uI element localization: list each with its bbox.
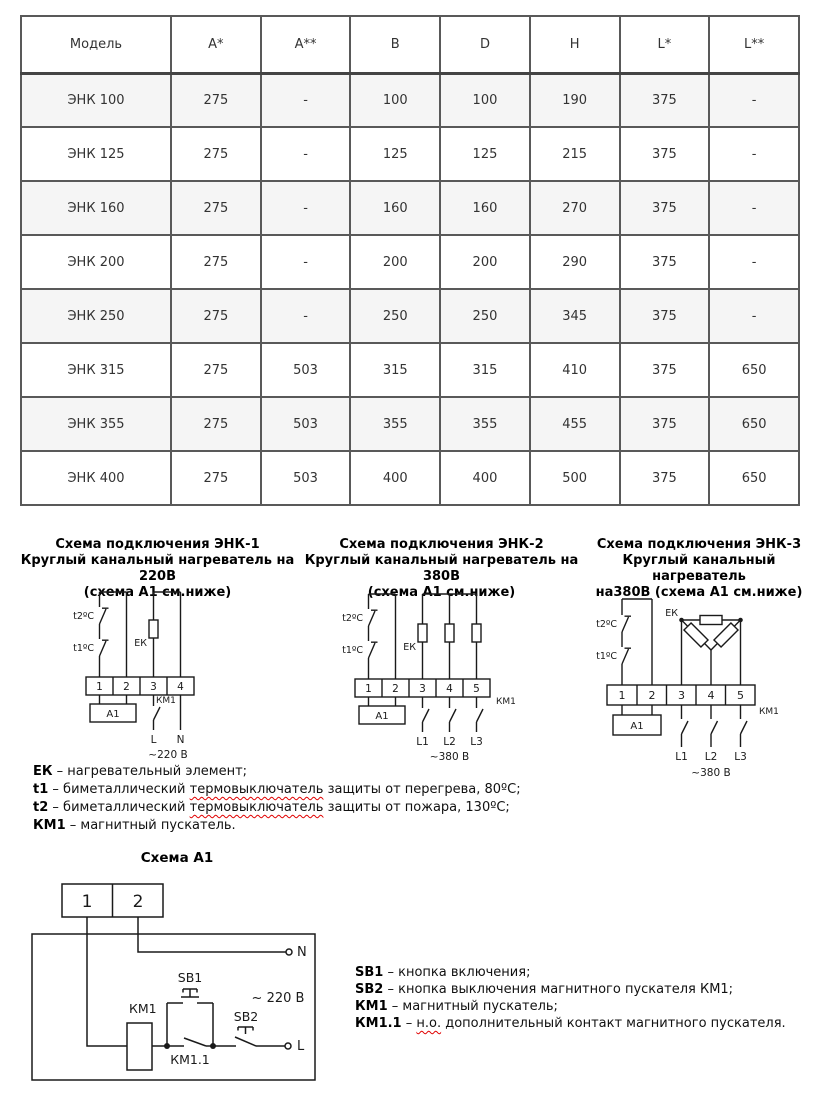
- legend-text: защиты от пожара, 130ºС;: [327, 800, 510, 815]
- legend-key: t2: [33, 800, 49, 815]
- terminal-1-label: 1: [96, 681, 103, 693]
- diagram-enk2-title-line1: Схема подключения ЭНК-2: [339, 537, 544, 552]
- sb1-label: SB1: [177, 970, 203, 985]
- table-cell: 345: [530, 289, 620, 343]
- table-header-row: [21, 16, 799, 73]
- legend-line-km1: [355, 998, 815, 1015]
- km1-label: КМ1: [759, 707, 779, 717]
- contactor-contact-icon: [477, 697, 484, 732]
- phase-l3-label: L3: [734, 751, 747, 763]
- legend-dash: –: [387, 982, 394, 997]
- terminal-2-label: 2: [392, 683, 399, 695]
- contactor-contact-icon: [450, 697, 457, 732]
- phase-l2-label: L2: [443, 736, 456, 748]
- table-cell: 275: [171, 343, 261, 397]
- col-header-a2: A**: [261, 16, 351, 73]
- table-row: [21, 73, 799, 127]
- terminal-4-label: 4: [177, 681, 184, 693]
- table-cell: -: [261, 235, 351, 289]
- table-cell: -: [709, 127, 799, 181]
- thermal-switch-t2-icon: [369, 610, 378, 626]
- sb2-label: SB2: [233, 1009, 259, 1024]
- table-row: [21, 397, 799, 451]
- legend-line-ek: [33, 763, 593, 781]
- neutral-n-label: N: [176, 734, 185, 746]
- phase-l-label: L: [297, 1039, 305, 1054]
- t2-label: t2ºC: [596, 619, 617, 630]
- thermal-switch-t2-icon: [100, 608, 109, 624]
- table-cell: 375: [620, 73, 710, 127]
- km1-coil-icon: [127, 1023, 152, 1070]
- thermal-switch-t1-icon: [100, 640, 109, 656]
- km1-label: КМ1: [129, 1001, 157, 1016]
- legend-misspelled-word: термовыключатель: [189, 800, 324, 815]
- contactor-contact-icon: [423, 697, 430, 732]
- table-cell: 375: [620, 397, 710, 451]
- wiring-diagram-enk3: [580, 592, 820, 797]
- table-cell: 270: [530, 181, 620, 235]
- legend-text: биметаллический: [63, 800, 186, 815]
- table-cell: 290: [530, 235, 620, 289]
- thermal-switch-t2-icon: [622, 616, 631, 632]
- table-cell: 160: [350, 181, 440, 235]
- table-cell: 215: [530, 127, 620, 181]
- legend-line-km1: [33, 817, 593, 835]
- table-cell: 200: [350, 235, 440, 289]
- legend-text: дополнительный контакт магнитного пускателя.: [445, 1016, 786, 1031]
- legend-line-sb1: [355, 964, 815, 981]
- legend-key: КМ1: [355, 999, 388, 1014]
- dimensions-table: [20, 15, 800, 506]
- ek-label: ЕК: [403, 642, 416, 653]
- km11-contact-icon: [184, 1038, 206, 1046]
- contactor-contact-icon: [682, 705, 689, 747]
- table-cell: 355: [350, 397, 440, 451]
- legend-dash: –: [56, 764, 64, 779]
- legend-key: КМ1: [33, 818, 66, 833]
- table-cell: 455: [530, 397, 620, 451]
- legend-dash: –: [405, 1016, 413, 1031]
- t1-label: t1ºC: [342, 645, 363, 656]
- legend-key: КМ1.1: [355, 1016, 402, 1031]
- terminal-3-label: 3: [150, 681, 157, 693]
- legend-dash: –: [52, 800, 59, 815]
- legend-dash: –: [69, 818, 77, 833]
- legend-text: защиты от перегрева, 80ºС;: [327, 782, 521, 797]
- legend-text: магнитный пускатель;: [402, 999, 558, 1014]
- table-cell: ЭНК 400: [21, 451, 171, 505]
- terminal-5-label: 5: [737, 689, 744, 702]
- sb1-button-icon: [181, 989, 199, 997]
- terminal-2-label: 2: [648, 689, 656, 702]
- terminal-2-label: 2: [123, 681, 130, 693]
- legend-line-km11: [355, 1015, 815, 1032]
- ek-label: ЕК: [665, 608, 678, 619]
- col-header-b: B: [350, 16, 440, 73]
- table-cell: 100: [440, 73, 530, 127]
- table-cell: -: [709, 73, 799, 127]
- table-cell: 650: [709, 397, 799, 451]
- terminal-2-label: 2: [132, 892, 144, 912]
- legend-dash: –: [391, 999, 399, 1014]
- l-terminal-icon: [285, 1043, 291, 1049]
- table-cell: 250: [350, 289, 440, 343]
- table-cell: -: [261, 289, 351, 343]
- col-header-d: D: [440, 16, 530, 73]
- legend-key: SB2: [355, 982, 384, 997]
- phase-l-label: L: [150, 734, 157, 746]
- table-cell: 400: [440, 451, 530, 505]
- schema-a1-legend: [355, 964, 815, 1032]
- table-cell: 275: [171, 235, 261, 289]
- a1-label: А1: [106, 709, 120, 720]
- km11-label: КМ1.1: [170, 1052, 210, 1067]
- table-cell: 100: [350, 73, 440, 127]
- terminal-4-label: 4: [446, 683, 453, 695]
- table-cell: 250: [440, 289, 530, 343]
- t2-label: t2ºC: [73, 611, 94, 622]
- legend-text: кнопка выключения магнитного пускателя КМ1;: [398, 982, 734, 997]
- table-cell: -: [709, 235, 799, 289]
- diagram-enk2-title-line3: (схема А1 см.ниже): [367, 585, 516, 600]
- table-cell: 500: [530, 451, 620, 505]
- table-cell: ЭНК 100: [21, 73, 171, 127]
- heater-resistor-icon: [684, 623, 708, 647]
- ek-label: ЕК: [134, 638, 147, 649]
- heater-resistor-icon: [472, 624, 481, 642]
- table-cell: ЭНК 355: [21, 397, 171, 451]
- voltage-label: ~220 В: [148, 749, 188, 761]
- table-cell: 650: [709, 451, 799, 505]
- heater-resistor-icon: [149, 620, 158, 638]
- table-cell: 355: [440, 397, 530, 451]
- a1-label: А1: [375, 711, 389, 722]
- table-row: [21, 181, 799, 235]
- legend-dash: –: [52, 782, 59, 797]
- table-cell: 275: [171, 73, 261, 127]
- table-cell: 375: [620, 127, 710, 181]
- terminal-5-label: 5: [473, 683, 480, 695]
- table-cell: 315: [350, 343, 440, 397]
- voltage-label: ~380 В: [691, 767, 731, 779]
- table-cell: ЭНК 315: [21, 343, 171, 397]
- legend-key: t1: [33, 782, 49, 797]
- table-cell: 275: [171, 397, 261, 451]
- table-cell: 503: [261, 397, 351, 451]
- table-cell: 375: [620, 343, 710, 397]
- legend-text: биметаллический: [63, 782, 186, 797]
- diagram-enk1-title-line3: (схема А1 см.ниже): [83, 585, 232, 600]
- table-row: [21, 127, 799, 181]
- voltage-label: ~380 В: [429, 751, 470, 763]
- terminal-4-label: 4: [707, 689, 715, 702]
- contactor-contact-icon: [711, 705, 718, 747]
- table-cell: -: [709, 181, 799, 235]
- phase-l2-label: L2: [704, 751, 718, 763]
- components-legend: [33, 763, 593, 835]
- legend-line-t2: [33, 799, 593, 817]
- km1-label: КМ1: [496, 697, 516, 707]
- heater-resistor-icon: [714, 623, 738, 647]
- table-cell: 375: [620, 451, 710, 505]
- t1-label: t1ºC: [596, 651, 617, 662]
- table-cell: 410: [530, 343, 620, 397]
- legend-line-t1: [33, 781, 593, 799]
- schema-a1-title: Схема А1: [140, 850, 214, 866]
- schema-a1-diagram: [20, 872, 330, 1087]
- col-header-l1: L*: [620, 16, 710, 73]
- t2-label: t2ºC: [342, 613, 363, 624]
- terminal-3-label: 3: [419, 683, 426, 695]
- table-cell: 315: [440, 343, 530, 397]
- table-cell: 503: [261, 451, 351, 505]
- table-cell: -: [261, 127, 351, 181]
- terminal-1-label: 1: [81, 892, 93, 912]
- sb2-contact-icon: [235, 1037, 256, 1046]
- table-cell: -: [709, 289, 799, 343]
- table-cell: 375: [620, 289, 710, 343]
- table-cell: 650: [709, 343, 799, 397]
- legend-text: магнитный пускатель.: [80, 818, 236, 833]
- a1-label: А1: [630, 721, 644, 732]
- heater-resistor-icon: [418, 624, 427, 642]
- table-cell: 125: [440, 127, 530, 181]
- table-cell: 190: [530, 73, 620, 127]
- diagram-enk1-title-line2: Круглый канальный нагреватель на 220В: [20, 553, 295, 584]
- junction-dot: [164, 1043, 170, 1049]
- table-cell: ЭНК 125: [21, 127, 171, 181]
- a1-wires: [32, 884, 315, 1080]
- terminal-3-label: 3: [678, 689, 685, 702]
- diagram-enk3-title-line2: Круглый канальный нагреватель: [622, 553, 776, 584]
- diagram-enk2-title-line2: Круглый канальный нагреватель на 380В: [304, 553, 579, 584]
- phase-l1-label: L1: [675, 751, 688, 763]
- thermal-switch-t1-icon: [369, 642, 378, 658]
- table-row: [21, 451, 799, 505]
- junction-dot: [210, 1043, 216, 1049]
- enk1-wires: [86, 592, 194, 730]
- table-row: [21, 235, 799, 289]
- table-cell: -: [261, 181, 351, 235]
- table-cell: 375: [620, 181, 710, 235]
- table-cell: 400: [350, 451, 440, 505]
- table-cell: 275: [171, 451, 261, 505]
- table-cell: ЭНК 160: [21, 181, 171, 235]
- legend-misspelled-word: термовыключатель: [189, 782, 324, 797]
- col-header-a1: A*: [171, 16, 261, 73]
- heater-resistor-icon: [445, 624, 454, 642]
- phase-l3-label: L3: [470, 736, 483, 748]
- t1-label: t1ºC: [73, 643, 94, 654]
- table-cell: 125: [350, 127, 440, 181]
- table-cell: ЭНК 200: [21, 235, 171, 289]
- legend-dash: –: [387, 965, 394, 980]
- legend-text: нагревательный элемент;: [67, 764, 248, 779]
- table-cell: 503: [261, 343, 351, 397]
- wiring-diagram-enk1: [8, 582, 278, 772]
- km1-label: КМ1: [156, 696, 176, 706]
- table-cell: 160: [440, 181, 530, 235]
- diagram-enk1-title-line1: Схема подключения ЭНК-1: [55, 537, 260, 552]
- table-cell: 275: [171, 181, 261, 235]
- col-header-h: H: [530, 16, 620, 73]
- terminal-1-label: 1: [618, 689, 626, 702]
- table-cell: ЭНК 250: [21, 289, 171, 343]
- table-row: [21, 289, 799, 343]
- table-cell: 375: [620, 235, 710, 289]
- contactor-contact-icon: [154, 707, 161, 720]
- col-header-l2: L**: [709, 16, 799, 73]
- diagram-enk3-title-line3: на380В (схема А1 см.ниже): [595, 585, 803, 600]
- thermal-switch-t1-icon: [622, 648, 631, 664]
- neutral-n-label: N: [297, 945, 307, 960]
- legend-key: ЕК: [33, 764, 53, 779]
- table-cell: 275: [171, 127, 261, 181]
- diagram-enk3-title-line1: Схема подключения ЭНК-3: [596, 537, 802, 552]
- legend-misspelled-word: н.о.: [416, 1016, 442, 1031]
- table-cell: -: [261, 73, 351, 127]
- terminal-1-label: 1: [365, 683, 372, 695]
- col-header-model: Модель: [21, 16, 171, 73]
- phase-l1-label: L1: [416, 736, 429, 748]
- legend-text: кнопка включения;: [398, 965, 531, 980]
- wiring-diagram-enk2: [300, 584, 590, 774]
- sb2-button-icon: [238, 1027, 253, 1034]
- enk3-wires: [607, 599, 755, 747]
- table-cell: 275: [171, 289, 261, 343]
- legend-line-sb2: [355, 981, 815, 998]
- contactor-contact-icon: [741, 705, 748, 747]
- heater-resistor-icon: [700, 616, 722, 625]
- legend-key: SB1: [355, 965, 384, 980]
- table-cell: 200: [440, 235, 530, 289]
- voltage-label: ~ 220 В: [251, 991, 305, 1006]
- n-terminal-icon: [286, 949, 292, 955]
- table-row: [21, 343, 799, 397]
